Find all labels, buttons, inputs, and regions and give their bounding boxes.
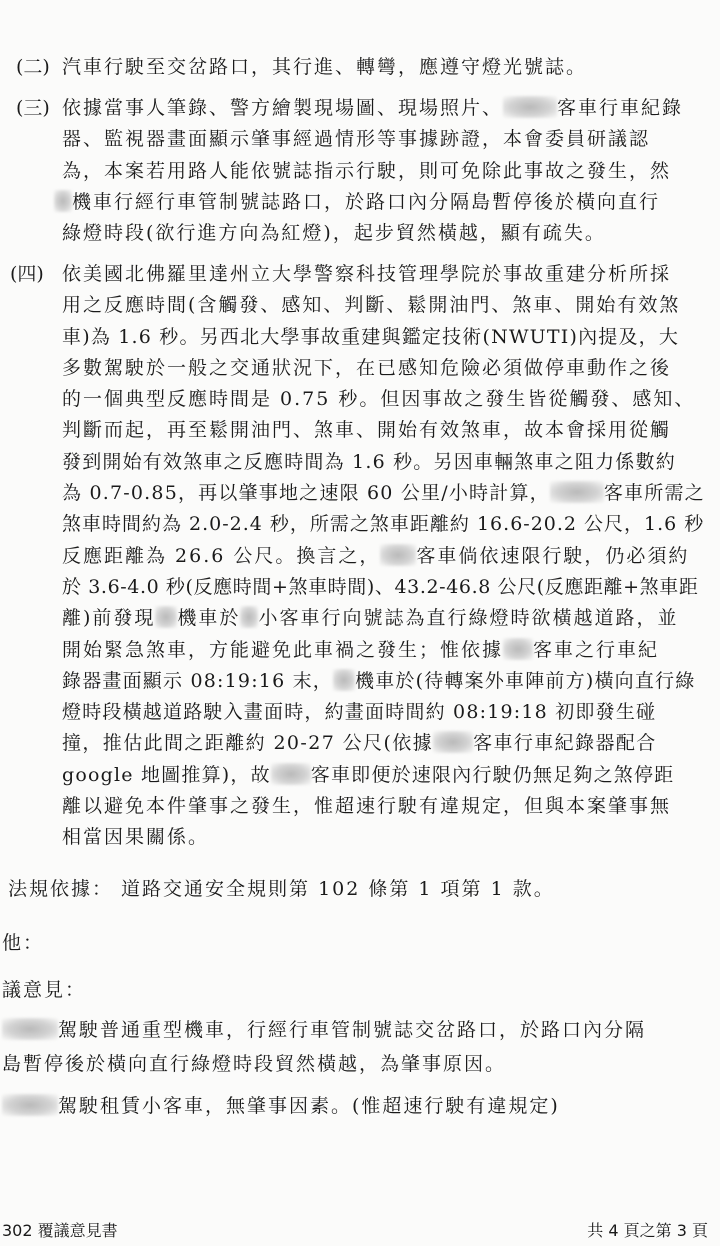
item-3-line: 綠燈時段(欲行進方向為紅燈)，起步貿然橫越，顯有疏失。 bbox=[62, 222, 606, 245]
item-4-line: 離以避免本件肇事之發生，惟超速行駛有違規定，但與本案肇事無 bbox=[62, 795, 672, 818]
redaction bbox=[2, 1018, 58, 1040]
item-4-line: 相當因果關係。 bbox=[62, 826, 210, 849]
opinion-paragraph-1: 駕駛普通重型機車，行經行車管制號誌交岔路口，於路口內分隔 島暫停後於橫向直行綠燈時段貿然橫越，為肇事原因。 bbox=[2, 1019, 647, 1075]
legal-basis: 法規依據： 道路交通安全規則第 102 條第 1 項第 1 款。 bbox=[8, 878, 555, 900]
redaction bbox=[503, 638, 533, 660]
item-4-line: google 地圖推算)，故 客車即便於速限內行駛仍無足夠之煞停距 bbox=[62, 763, 675, 786]
other-heading: 他： bbox=[2, 932, 45, 954]
redaction bbox=[503, 96, 557, 118]
opinion-heading: 議意見： bbox=[2, 979, 87, 1001]
item-4-line: 判斷而起，再至鬆開油門、煞車、開始有效煞車，故本會採用從觸 bbox=[62, 419, 672, 442]
item-3-number: (三) bbox=[16, 97, 50, 119]
item-3-line: 為，本案若用路人能依號誌指示行駛，則可免除此事故之發生，然 bbox=[62, 159, 672, 182]
item-4-line: 煞車時間約為 2.0-2.4 秒，所需之煞車距離約 16.6-20.2 公尺，1.6 秒 bbox=[62, 513, 705, 536]
redaction bbox=[550, 481, 604, 503]
item-2-number: (二) bbox=[16, 56, 50, 78]
item-3-line: 器、監視器畫面顯示肇事經過情形等事據跡證，本會委員研議認 bbox=[62, 128, 651, 151]
item-3-line: 機車行經行車管制號誌路口，於路口內分隔島暫停後於橫向直行 bbox=[62, 187, 710, 218]
redaction bbox=[271, 763, 311, 785]
redaction bbox=[433, 731, 473, 753]
footer-page-info: 共 4 頁之第 3 頁 bbox=[587, 1221, 708, 1240]
item-4-line: 發到開始有效煞車之反應時間為 1.6 秒。另因車輛煞車之阻力係數約 bbox=[62, 450, 676, 473]
item-4-line: 車)為 1.6 秒。另西北大學事故重建與鑑定技術(NWUTI)內提及，大 bbox=[62, 325, 680, 348]
item-3-line: 依據當事人筆錄、警方繪製現場圖、現場照片、 客車行車紀錄 bbox=[62, 97, 684, 119]
footer-doc-id: 302 覆議意見書 bbox=[2, 1221, 118, 1240]
item-4 bbox=[10, 259, 710, 854]
item-2 bbox=[16, 52, 710, 83]
item-4-line: 錄器畫面顯示 08:19:16 末， 機車於(待轉案外車陣前方)橫向直行綠 bbox=[62, 669, 696, 692]
item-4-line: 燈時段橫越道路駛入畫面時，約畫面時間約 08:19:18 初即發生碰 bbox=[62, 701, 657, 724]
item-4-line: 為 0.7-0.85，再以肇事地之速限 60 公里/小時計算， 客車所需之 bbox=[62, 482, 705, 505]
item-4-line: 開始緊急煞車，方能避免此車禍之發生；惟依據 客車之行車紀 bbox=[62, 638, 660, 661]
item-4-line: 依美國北佛羅里達州立大學警察科技管理學院於事故重建分析所採 bbox=[62, 263, 672, 285]
item-4-line: 多數駕駛於一般之交通狀況下，在已感知危險必須做停車動作之後 bbox=[62, 356, 672, 379]
redaction bbox=[333, 669, 355, 691]
redaction bbox=[155, 606, 177, 628]
item-4-line: 的一個典型反應時間是 0.75 秒。但因事故之發生皆從觸發、感知、 bbox=[62, 388, 696, 411]
item-4-line: 於 3.6-4.0 秒(反應時間+煞車時間)、43.2-46.8 公尺(反應距離+煞車距 bbox=[62, 575, 699, 598]
opinion-paragraph-2: 駕駛租賃小客車，無肇事因素。(惟超速行駛有違規定) bbox=[2, 1089, 560, 1123]
item-3 bbox=[16, 93, 710, 249]
item-2-line: 汽車行駛至交岔路口，其行進、轉彎，應遵守燈光號誌。 bbox=[62, 56, 588, 78]
redaction bbox=[2, 1094, 58, 1116]
item-4-line: 撞，推估此間之距離約 20-27 公尺(依據 客車行車紀錄器配合 bbox=[62, 732, 657, 755]
item-4-line: 離)前發現 機車於 小客車行向號誌為直行綠燈時欲橫越道路，並 bbox=[62, 607, 679, 630]
item-4-number: (四) bbox=[10, 263, 44, 285]
redaction bbox=[240, 606, 258, 628]
redaction bbox=[380, 544, 416, 566]
redaction bbox=[54, 190, 72, 212]
item-4-line: 反應距離為 26.6 公尺。換言之， 客車倘依速限行駛，仍必須約 bbox=[62, 544, 690, 567]
item-4-line: 用之反應時間(含觸發、感知、判斷、鬆開油門、煞車、開始有效煞 bbox=[62, 294, 681, 317]
